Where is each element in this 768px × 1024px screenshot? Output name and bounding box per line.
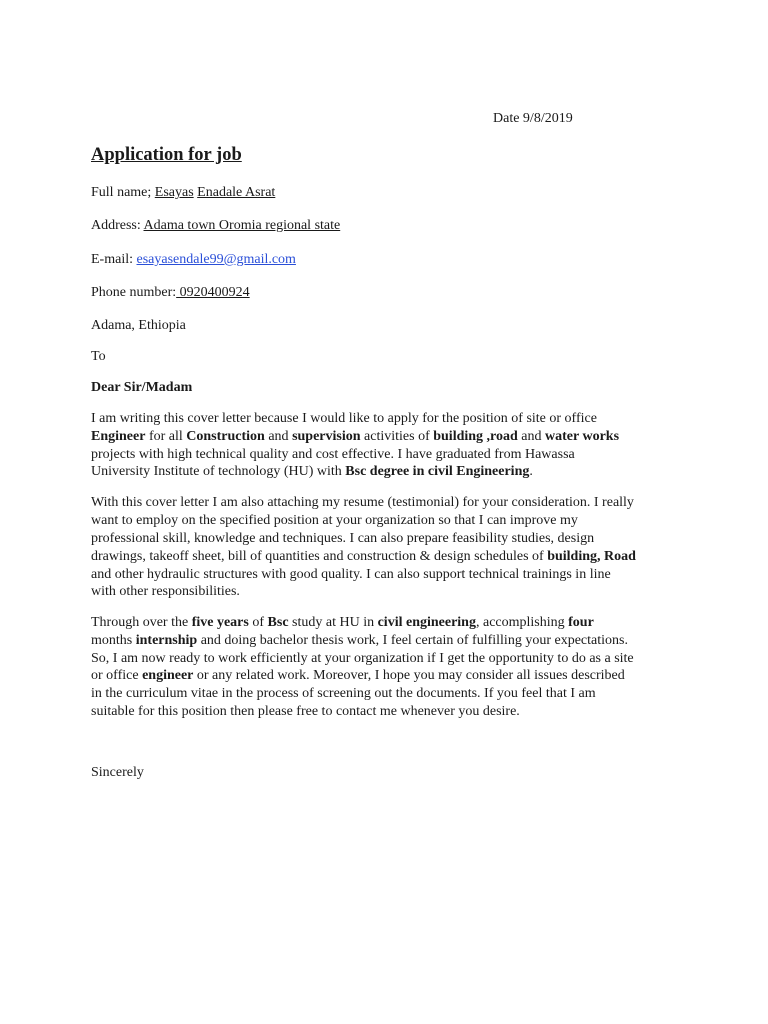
salutation: Dear Sir/Madam <box>91 380 193 395</box>
p1-text: University Institute of technology (HU) with <box>91 464 346 479</box>
p3-text: study at HU in <box>288 615 378 630</box>
p1-bold: Engineer <box>91 429 146 444</box>
phone-label: Phone number: <box>91 285 177 300</box>
p1-bold: Bsc degree in civil Engineering <box>345 464 530 479</box>
p1-bold: building ,road <box>433 429 518 444</box>
p1-bold: Construction <box>186 429 265 444</box>
p3-line-1 <box>91 614 594 632</box>
p3-line-4 <box>91 667 625 685</box>
p2-line-1: With this cover letter I am also attaching my resume (testimonial) for your consideration. I really <box>91 495 634 510</box>
p1-line-3: projects with high technical quality and cost effective. I have graduated from Hawassa <box>91 447 575 462</box>
p3-text: or any related work. Moreover, I hope you may consider all issues described <box>193 668 625 683</box>
full-name-label: Full name; <box>91 185 155 200</box>
p2-line-3: professional skill, knowledge and techniques. I can also prepare feasibility studies, design <box>91 531 595 546</box>
full-name-line <box>91 184 275 202</box>
p3-text: , accomplishing <box>475 615 569 630</box>
p3-text: Through over the <box>91 615 192 630</box>
p2-text: drawings, takeoff sheet, bill of quantities and construction & design schedules of <box>91 549 548 564</box>
p3-line-5: in the curriculum vitae in the process of screening out the documents. If you feel that I am <box>91 686 596 701</box>
phone-value: 0920400924 <box>176 285 250 300</box>
p1-text: . <box>529 464 533 479</box>
p1-bold: supervision <box>292 429 361 444</box>
letter-title: Application for job <box>91 145 242 165</box>
p2-line-2: want to employ on the specified position at your organization so that I can improve my <box>91 513 578 528</box>
closing: Sincerely <box>91 765 144 780</box>
p3-bold: engineer <box>142 668 194 683</box>
p3-line-3: So, I am now ready to work efficiently at your organization if I get the opportunity to do as a site <box>91 651 634 666</box>
email-label: E-mail: <box>91 252 137 267</box>
p2-line-4 <box>91 548 636 566</box>
email-line <box>91 251 296 269</box>
email-link[interactable]: esayasendale99@gmail.com <box>136 252 296 267</box>
p3-bold: four <box>568 615 594 630</box>
p1-text: and <box>517 429 546 444</box>
address-value: Adama town Oromia regional state <box>143 218 341 233</box>
p1-text: for all <box>145 429 187 444</box>
p1-text: activities of <box>360 429 434 444</box>
p1-line-4 <box>91 463 533 481</box>
p3-bold: five years <box>191 615 249 630</box>
letter-date: Date 9/8/2019 <box>493 111 573 126</box>
p2-bold: building, Road <box>547 549 636 564</box>
address-label: Address: <box>91 218 144 233</box>
p3-text: or office <box>91 668 143 683</box>
p1-bold: water works <box>545 429 620 444</box>
to-line: To <box>91 349 106 364</box>
p1-text: and <box>264 429 293 444</box>
p2-line-5: and other hydraulic structures with good quality. I can also support technical trainings in line <box>91 567 611 582</box>
p3-text: months <box>91 633 136 648</box>
full-name-first: Esayas <box>154 185 194 200</box>
p1-line-2 <box>91 428 619 446</box>
p3-bold: internship <box>135 633 198 648</box>
p3-line-2 <box>91 632 628 650</box>
phone-line <box>91 284 250 302</box>
location-line: Adama, Ethiopia <box>91 318 186 333</box>
address-line <box>91 217 340 235</box>
p2-line-6: with other responsibilities. <box>91 584 240 599</box>
p3-text: and doing bachelor thesis work, I feel certain of fulfilling your expectations. <box>197 633 628 648</box>
p3-bold: civil engineering <box>377 615 476 630</box>
p1-line-1: I am writing this cover letter because I would like to apply for the position of site or office <box>91 411 597 426</box>
p3-text: of <box>248 615 268 630</box>
p3-bold: Bsc <box>267 615 289 630</box>
p3-line-6: suitable for this position then please free to contact me whenever you desire. <box>91 704 520 719</box>
full-name-rest: Enadale Asrat <box>197 185 276 200</box>
